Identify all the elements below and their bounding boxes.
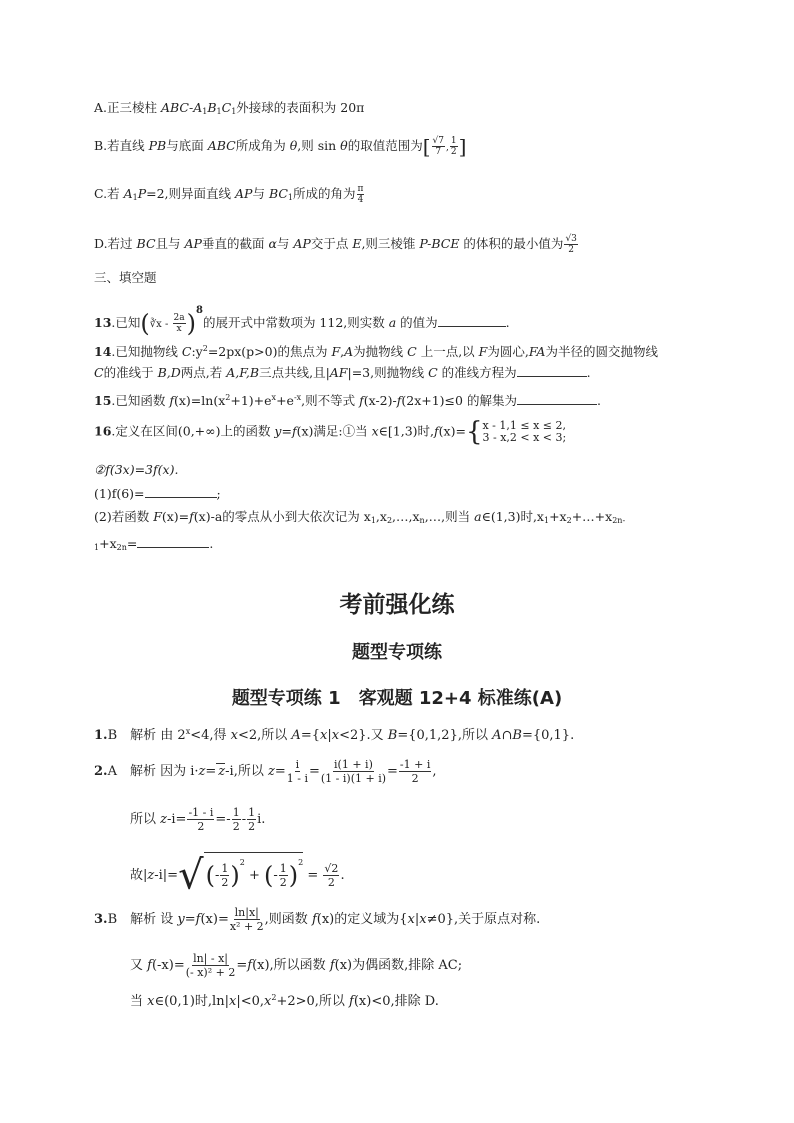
choice: B <box>107 912 118 927</box>
text: x <box>371 423 379 439</box>
text: 又 <box>130 958 148 973</box>
numerator: 1 <box>221 862 229 875</box>
text: 1 <box>94 543 100 552</box>
text: f <box>147 958 152 973</box>
text: 2 <box>202 344 208 353</box>
text: , <box>432 764 437 779</box>
numerator: 1 <box>279 862 287 875</box>
denominator: 2 <box>197 820 205 833</box>
text: 2 <box>271 993 277 1002</box>
text: -i,所以 <box>225 764 268 779</box>
text: x <box>407 912 415 927</box>
question-14-line2 <box>94 364 591 381</box>
text: 2n- <box>612 516 626 525</box>
text: 所以 <box>130 812 161 827</box>
number: 15 <box>94 393 112 408</box>
text: ∈(0,1)时,ln| <box>154 994 229 1009</box>
text: A <box>291 728 301 743</box>
text: <2}.又 <box>339 728 388 743</box>
numerator: 1 <box>232 806 240 819</box>
question-16-line5 <box>94 535 213 556</box>
text: 交于点 <box>310 236 353 251</box>
text: 外接球的表面积为 20π <box>236 100 365 115</box>
text: 1 <box>231 107 237 116</box>
number: 3. <box>94 912 108 927</box>
text: 与 <box>252 186 269 201</box>
text: C <box>181 344 192 359</box>
text: 与底面 <box>166 138 208 153</box>
text: B <box>207 100 217 115</box>
numerator: -1 + i <box>399 758 431 771</box>
text: 为抛物线 <box>353 344 408 359</box>
text: x <box>271 393 277 402</box>
text: x <box>331 728 340 743</box>
numerator: √7 <box>432 136 444 146</box>
numerator: √2 <box>324 862 339 875</box>
radicand: (- $\frac{1}{2}$ )$^2$ + (- $\frac{1}{2}$ )$^2$ <box>204 852 304 889</box>
text: 解析 由 2 <box>117 728 186 743</box>
fraction <box>173 313 186 334</box>
brace: { <box>465 417 483 447</box>
text: B <box>512 728 522 743</box>
answer-blank[interactable] <box>517 392 597 405</box>
fraction <box>230 906 264 933</box>
numerator: i(1 + i) <box>334 758 373 771</box>
text: .已知函数 <box>111 393 170 408</box>
text: F <box>478 344 488 359</box>
text: +…+x <box>571 509 613 524</box>
text: . <box>586 365 591 380</box>
text: x <box>228 994 237 1009</box>
text: 垂直的截面 <box>201 236 269 251</box>
text: A <box>344 344 354 359</box>
question-16-line3 <box>94 485 221 502</box>
text: (x-2)- <box>363 393 397 408</box>
text: (2x+1)≤0 的解集为 <box>401 393 517 408</box>
number: 1. <box>94 728 108 743</box>
text: 上一点,以 <box>416 344 479 359</box>
option-b <box>94 136 466 157</box>
numerator: √3 <box>565 234 577 244</box>
paren: ) <box>230 861 240 890</box>
text: .已知抛物线 <box>111 344 182 359</box>
page-subtitle: 题型专项练 <box>352 642 442 663</box>
text: +2>0,所以 <box>276 994 350 1009</box>
text: z <box>198 764 206 779</box>
text: 的准线方程为 <box>437 365 517 380</box>
section-heading <box>94 270 157 286</box>
numerator: 2a <box>173 313 185 323</box>
numerator: i <box>295 758 300 771</box>
text: (x)=ln(x <box>174 393 226 408</box>
text: -i= <box>167 812 187 827</box>
text: f <box>434 423 439 439</box>
paren: ( <box>264 861 274 890</box>
text: | <box>327 728 332 743</box>
text: =2,则异面直线 <box>146 186 235 201</box>
text: f <box>396 393 402 408</box>
text: = <box>387 764 398 779</box>
text: 1 <box>543 516 550 525</box>
left-paren: ( <box>140 309 150 338</box>
text: ∈(1,3)时,x <box>481 509 544 524</box>
text: C <box>94 365 104 380</box>
text: P <box>137 186 147 201</box>
text: (x)= <box>161 509 190 524</box>
text: | <box>414 912 420 927</box>
text: (x)-a <box>193 509 223 524</box>
numerator: ln|x| <box>234 906 259 919</box>
section-title: 题型专项练 1 客观题 12+4 标准练(A) <box>231 688 563 709</box>
text: y=f <box>274 423 297 439</box>
text: BC <box>136 236 156 251</box>
text: A <box>492 728 502 743</box>
text: n <box>419 516 425 525</box>
text: x <box>147 994 155 1009</box>
text: - <box>241 812 247 827</box>
text: (x)为偶函数,排除 AC; <box>334 958 463 973</box>
text: 与 <box>276 236 294 251</box>
fraction <box>187 806 214 833</box>
text: , <box>340 344 345 359</box>
text: ={ <box>300 728 320 743</box>
answer-3 <box>94 906 540 933</box>
fraction <box>357 184 365 205</box>
text: 当 <box>130 994 148 1009</box>
denominator: 2 <box>327 876 335 889</box>
text: = <box>308 764 320 779</box>
text: E <box>352 236 362 251</box>
denominator: (1 - i)(1 + i) <box>320 772 387 785</box>
fraction <box>287 758 308 785</box>
text: f <box>349 994 354 1009</box>
text: .已知 <box>111 315 141 330</box>
text: 解析 因为 i· <box>116 764 199 779</box>
answer-1 <box>94 724 574 744</box>
text: AP <box>184 236 202 251</box>
denominator: 2 <box>248 820 256 833</box>
text: :y <box>191 344 203 359</box>
text: A.正三棱柱 <box>94 100 161 115</box>
text: F <box>153 509 162 524</box>
text: 所成角为 <box>235 138 290 153</box>
text: 解析 设 <box>117 912 178 927</box>
denominator: 2 <box>221 876 229 889</box>
text: D.若过 <box>94 236 137 251</box>
number: 16 <box>94 423 112 439</box>
numerator: ln| - x| <box>193 952 228 965</box>
text: = <box>126 536 138 551</box>
denominator: 7 <box>435 147 442 157</box>
text: BC <box>268 186 288 201</box>
text: C <box>221 100 232 115</box>
right-paren: ) <box>186 309 196 338</box>
text: ②f(3x)=3f(x). <box>94 462 179 477</box>
fraction <box>432 136 445 157</box>
text: ,则 sin <box>297 138 341 153</box>
denominator: 4 <box>357 195 364 205</box>
text: 2 <box>225 393 231 402</box>
text: ={0,1}. <box>521 728 575 743</box>
answer-blank[interactable] <box>438 314 506 327</box>
question-13 <box>94 303 510 338</box>
fraction <box>450 136 458 157</box>
text: 的准线于 <box>103 365 158 380</box>
text: FA <box>528 344 546 359</box>
text: . <box>596 393 601 408</box>
text: B <box>387 728 398 743</box>
paren: ( <box>205 861 215 890</box>
text: ; <box>216 486 221 501</box>
text: ,则函数 <box>264 912 312 927</box>
text: -x <box>293 393 302 402</box>
text: <2,所以 <box>237 728 292 743</box>
text: 三点共线,且| <box>259 365 330 380</box>
numerator: π <box>357 184 364 194</box>
denominator: 2 <box>450 147 457 157</box>
text: 的值为 <box>396 315 438 330</box>
exponent: 2 <box>239 858 245 867</box>
text: (x)<0,排除 D. <box>353 994 439 1009</box>
text: x <box>230 728 238 743</box>
text: ∛x - <box>149 319 172 330</box>
text: <4,得 <box>190 728 231 743</box>
text: f <box>169 393 174 408</box>
number: 13 <box>94 315 112 330</box>
page-title: 考前强化练 <box>339 592 455 618</box>
text: ≠0},关于原点对称. <box>426 912 541 927</box>
text: 三、填空题 <box>94 270 157 285</box>
text: .定义在区间(0,+∞)上的函数 <box>111 423 275 439</box>
denominator: 2 <box>279 876 287 889</box>
text: -i|= <box>154 868 179 883</box>
text: α <box>268 236 277 251</box>
text: P-BCE <box>419 236 460 251</box>
piece-case: 3 - x,2 < x < 3; <box>482 431 567 444</box>
text: x <box>185 727 191 736</box>
answer-blank[interactable] <box>145 485 217 498</box>
text: ,…,则当 <box>424 509 475 524</box>
text: f <box>311 912 317 927</box>
answer-2-line3: 故|z-i|=√(- $\frac{1}{2}$ )$^2$ + (- $\frac{1}{2}$ )$^2$ = $\frac{√2}{2}$ . <box>130 852 345 899</box>
fraction <box>323 862 339 889</box>
text: (x),所以函数 <box>252 958 330 973</box>
text: x <box>319 728 328 743</box>
text: = <box>274 764 286 779</box>
answer-blank[interactable] <box>517 364 587 377</box>
text: B.若直线 <box>94 138 149 153</box>
numerator: -1 - i <box>188 806 214 819</box>
text: 的展开式中常数项为 112,则实数 <box>202 315 389 330</box>
text: C.若 <box>94 186 124 201</box>
text: = <box>236 958 248 973</box>
text: 1 <box>216 107 222 116</box>
fraction <box>399 758 431 785</box>
text: 2n <box>116 543 127 552</box>
text: 2 <box>566 516 572 525</box>
text: 1 <box>287 193 294 202</box>
text: 两点,若 <box>180 365 227 380</box>
text: (x)满足:①当 <box>296 423 372 439</box>
text: C <box>407 344 417 359</box>
text: 的零点从小到大依次记为 x <box>222 509 371 524</box>
sqrt-symbol: √ <box>178 852 204 899</box>
text: θ <box>289 138 298 153</box>
text: z <box>160 812 167 827</box>
text: ,则不等式 <box>301 393 360 408</box>
text: z <box>218 764 226 779</box>
text: |=3,则抛物线 <box>347 365 429 380</box>
numerator: 1 <box>450 136 457 146</box>
text: . <box>209 536 214 551</box>
text: ={0,1,2},所以 <box>397 728 493 743</box>
left-bracket: [ <box>422 134 431 159</box>
denominator: x² + 2 <box>229 920 264 933</box>
paren: ) <box>288 861 299 890</box>
text: (x)的定义域为{ <box>316 912 408 927</box>
fraction <box>279 862 288 889</box>
text: +e <box>276 393 294 408</box>
denominator: (- x)² + 2 <box>185 966 236 979</box>
option-d <box>94 234 579 255</box>
text: 2 <box>386 516 393 525</box>
text: x <box>264 994 272 1009</box>
text: AP <box>293 236 311 251</box>
text: (1)f(6)= <box>94 486 145 501</box>
question-16 <box>94 417 567 447</box>
text: 1 <box>132 193 138 202</box>
denominator: 1 - i <box>286 772 308 785</box>
text: f <box>359 393 364 408</box>
answer-2 <box>94 758 437 785</box>
text: =- <box>215 812 231 827</box>
comma: , <box>445 143 449 153</box>
right-bracket: ] <box>458 134 467 159</box>
text: a <box>474 509 482 524</box>
text: C <box>428 365 438 380</box>
text: a <box>388 315 397 330</box>
text: A,F,B <box>226 365 260 380</box>
denominator: 2 <box>232 820 240 833</box>
text: 的取值范围为 <box>347 138 423 153</box>
text: PB <box>148 138 167 153</box>
question-16-line4 <box>94 509 625 529</box>
text: f <box>329 958 335 973</box>
text: +1)+e <box>230 393 272 408</box>
text: (x)= <box>438 423 466 439</box>
fraction <box>186 952 236 979</box>
text: i. <box>257 812 266 827</box>
text: θ <box>340 138 348 153</box>
text: B,D <box>157 365 181 380</box>
piece-case: x - 1,1 ≤ x ≤ 2, <box>482 419 567 432</box>
text: ,…,x <box>392 509 420 524</box>
text: x <box>419 912 427 927</box>
denominator: x <box>176 324 182 334</box>
denominator: 2 <box>568 245 575 255</box>
text: A <box>123 186 133 201</box>
text: 且与 <box>155 236 185 251</box>
answer-3-line3 <box>130 990 439 1010</box>
text: 为半径的圆交抛物线 <box>545 344 658 359</box>
text: 1 <box>202 107 208 116</box>
numerator: 1 <box>248 806 256 819</box>
text: +x <box>549 509 567 524</box>
exponent: 8 <box>195 305 203 316</box>
text: = <box>205 764 217 779</box>
denominator: 2 <box>411 772 419 785</box>
number: 2. <box>94 764 108 779</box>
text: z <box>147 868 155 883</box>
question-14 <box>94 341 658 360</box>
question-16-line2 <box>94 462 178 478</box>
text: . <box>340 868 345 883</box>
text: 故| <box>130 868 148 883</box>
fraction <box>321 758 386 785</box>
text: |<0, <box>236 994 264 1009</box>
answer-2-line2 <box>130 806 265 833</box>
text: ,x <box>375 509 387 524</box>
text: 所成的角为 <box>293 186 356 201</box>
text: (x)= <box>200 912 229 927</box>
fraction <box>232 806 241 833</box>
text: AF <box>329 365 348 380</box>
option-c <box>94 184 365 206</box>
text: 1 <box>370 516 376 525</box>
text: ABC <box>207 138 236 153</box>
choice: A <box>107 764 117 779</box>
text: f <box>189 509 194 524</box>
fraction <box>220 862 229 889</box>
text: z <box>267 764 275 779</box>
text: f <box>247 958 253 973</box>
text: AP <box>235 186 253 201</box>
text: ∩ <box>501 728 513 743</box>
fraction <box>564 234 577 255</box>
text: (-x)= <box>151 958 185 973</box>
text: ABC-A <box>160 100 203 115</box>
piecewise <box>482 420 566 444</box>
answer-blank[interactable] <box>137 535 209 548</box>
option-a <box>94 100 364 120</box>
text: (2)若函数 <box>94 509 154 524</box>
text: 为圆心, <box>487 344 529 359</box>
answer-3-line2 <box>130 952 462 979</box>
text: 的体积的最小值为 <box>459 236 564 251</box>
text: ∈[1,3)时, <box>378 423 435 439</box>
text: F <box>331 344 341 359</box>
text: +x <box>99 536 117 551</box>
choice: B <box>107 728 118 743</box>
text: . <box>505 315 510 330</box>
text: =2px(p>0)的焦点为 <box>207 344 332 359</box>
number: 14 <box>94 344 112 359</box>
text: y=f <box>177 912 201 927</box>
fraction <box>247 806 256 833</box>
text: ,则三棱锥 <box>361 236 420 251</box>
exponent: 2 <box>298 858 304 867</box>
question-15 <box>94 390 601 409</box>
